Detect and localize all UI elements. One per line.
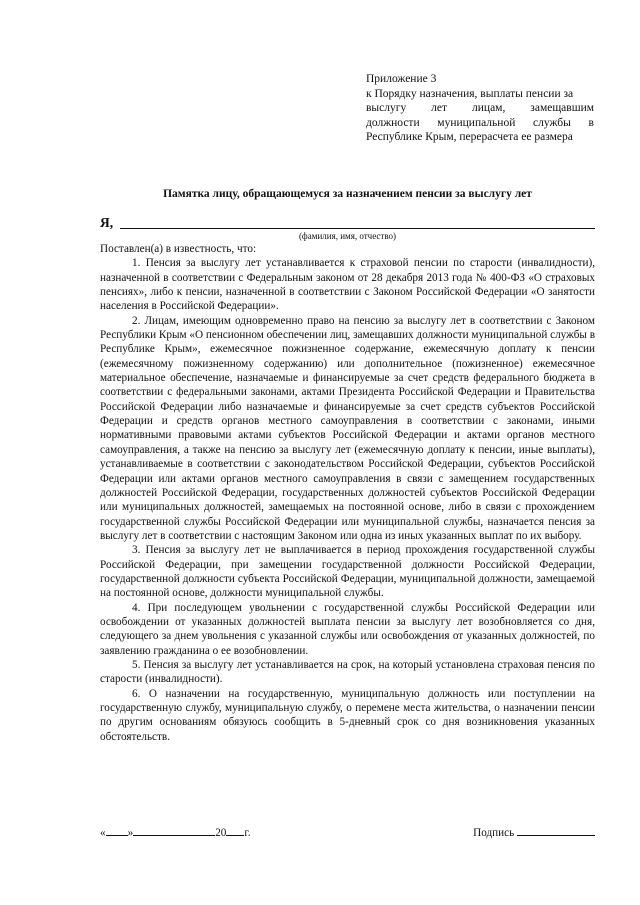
paragraph-2: 2. Лицам, имеющим одновременно право на пенсию за выслугу лет в соответствии с Законом Республики Крым «О пенсионном обеспечении лиц, замещавших должности муниципальной службы в Республике Крым», ежемесячное пожизненное содержание, ежемесячную доплату к пенсии (ежемесячному пожизненному содержанию) или дополнительное (пожизненное) ежемесячное материальное обеспечение, назначаемые и финансируемые за счет средств федерального бюджета в соответствии с федеральными законами, актами Президента Российской Федерации и Правительства Российской Федерации либо назначаемые и финансируемые за счет средств субъектов Российской Федерации и средств органов местного самоуправления в соответствии с законами, иными нормативными правовыми актами субъектов Российской Федерации и актами органов местного самоуправления, а также на пенсию за выслугу лет (ежемесячную доплату к пенсии, иные выплаты), устанавливаемые в соответствии с законодательством Российской Федерации, субъектов Российской Федерации или актами органов местного самоуправления в связи с замещением государственных должностей Российской Федерации, государственных должностей субъектов Российской Федерации или муниципальных должностей, замещаемых на постоянной основе, либо в связи с прохождением государственной службы Российской Федерации или муниципальной службы, назначается пенсия за выслугу лет в соответствии с настоящим Законом или одна из иных указанных выплат по их выбору. xyxy=(100,314,595,542)
declarant-ya: Я, xyxy=(100,215,114,230)
signature-field xyxy=(473,824,595,839)
appendix-line-3: выслугу лет лицам, замещавшим xyxy=(366,102,594,115)
footer-row xyxy=(100,824,595,840)
paragraph-1: 1. Пенсия за выслугу лет устанавливается к страховой пенсии по старости (инвалидности), назначенной в соответствии с Федеральным законом от 28 декабря 2013 года № 400-ФЗ «О страховых пенсиях», либо к пенсии, назначенной в соответствии с Законом Российской Федерации «О занятости населения в Российской Федерации». xyxy=(100,257,595,313)
appendix-block xyxy=(366,72,594,145)
intro-text: Поставлен(а) в известность, что: xyxy=(100,243,257,255)
paragraph-3: 3. Пенсия за выслугу лет не выплачивается в период прохождения государственной службы Российской Федерации, при замещении государственной должности Российской Федерации, государственной должности субъекта Российской Федерации, муниципальной должности, замещаемой на постоянной основе, должности муниципальной службы. xyxy=(100,544,595,600)
name-fill-line[interactable] xyxy=(120,228,595,229)
declarant-row xyxy=(100,215,595,231)
appendix-line-5: Республике Крым, перерасчета ее размера xyxy=(366,131,573,144)
document-title: Памятка лицу, обращающемуся за назначением пенсии за выслугу лет xyxy=(163,188,532,200)
month-fill-line[interactable] xyxy=(133,824,215,836)
paragraph-5: 5. Пенсия за выслугу лет устанавливается на срок, на который установлена страховая пенсия по старости (инвалидности). xyxy=(100,658,595,686)
year-prefix: 20 xyxy=(215,827,227,839)
appendix-line-1: Приложение 3 xyxy=(366,73,437,85)
name-hint: (фамилия, имя, отчество) xyxy=(298,231,397,241)
date-field xyxy=(100,824,251,839)
paragraph-6: 6. О назначении на государственную, муниципальную должность или поступлении на государственную службу, муниципальную службу, о перемене места жительства, о назначении пенсии по другим основаниям обязуюсь сообщить в 5-дневный срок со дня возникновения указанных обстоятельств. xyxy=(100,687,595,743)
document-body xyxy=(100,242,595,744)
signature-label: Подпись xyxy=(473,827,515,839)
date-quote-open: « xyxy=(100,827,106,839)
signature-fill-line[interactable] xyxy=(517,824,595,836)
year-fill-line[interactable] xyxy=(226,824,244,836)
appendix-line-2: к Порядку назначения, выплаты пенсии за xyxy=(366,87,574,100)
appendix-line-4: должности муниципальной службы в xyxy=(366,116,594,129)
day-fill-line[interactable] xyxy=(106,824,128,836)
paragraph-4: 4. При последующем увольнении с государственной службы Российской Федерации или освобождении от указанных должностей выплата пенсии за выслугу лет возобновляется со дня, следующего за днем увольнения с указанной службы или освобождения от указанных должностей, по заявлению гражданина о ее возобновлении. xyxy=(100,601,595,657)
date-quote-close: » xyxy=(127,827,134,839)
year-suffix: г. xyxy=(244,827,251,839)
